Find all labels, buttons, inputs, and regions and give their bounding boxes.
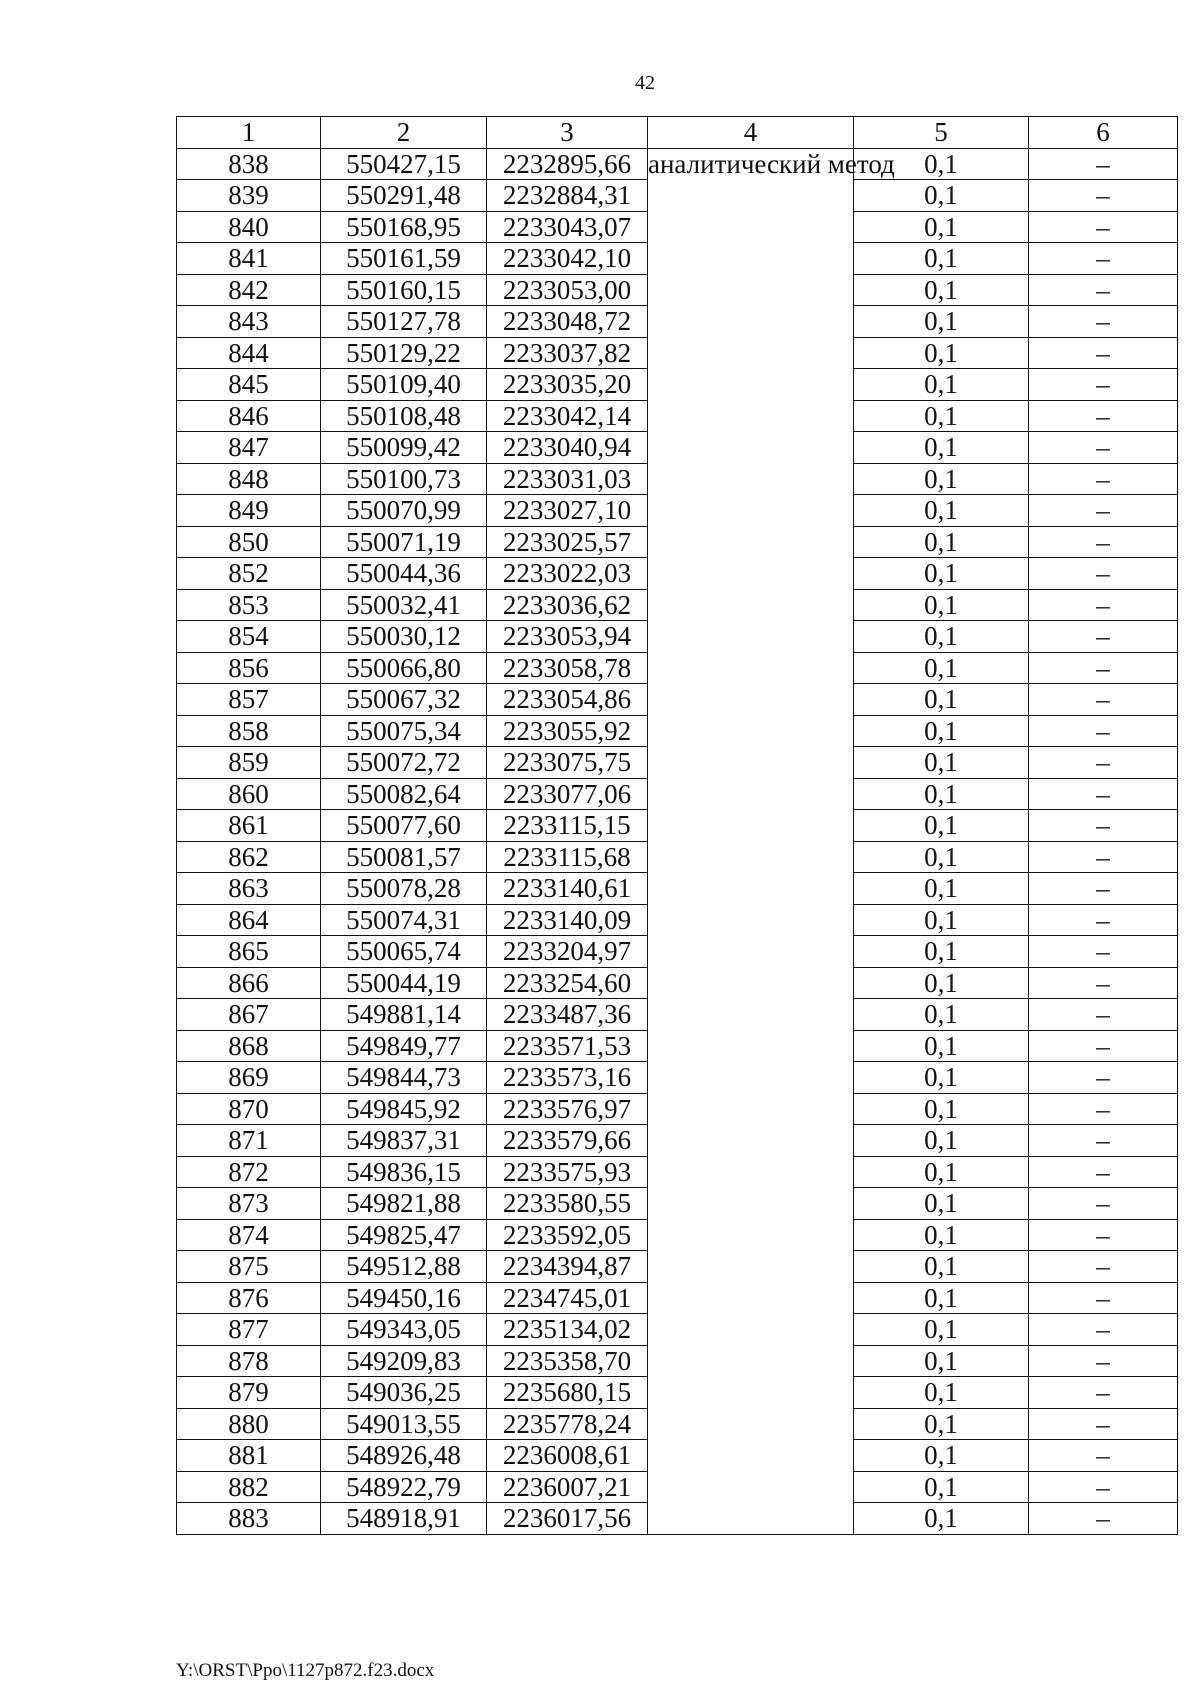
x-coordinate-cell: 550427,15 — [321, 148, 487, 180]
point-number-cell: 870 — [177, 1093, 321, 1125]
note-cell: – — [1029, 400, 1178, 432]
note-cell: – — [1029, 747, 1178, 779]
note-cell: – — [1029, 1282, 1178, 1314]
x-coordinate-cell: 550081,57 — [321, 841, 487, 873]
point-number-cell: 863 — [177, 873, 321, 905]
error-cell: 0,1 — [854, 841, 1029, 873]
table-row — [177, 148, 1178, 180]
point-number-cell: 882 — [177, 1471, 321, 1503]
error-cell: 0,1 — [854, 1219, 1029, 1251]
note-cell: – — [1029, 652, 1178, 684]
x-coordinate-cell: 550074,31 — [321, 904, 487, 936]
y-coordinate-cell: 2233204,97 — [487, 936, 648, 968]
note-cell: – — [1029, 1219, 1178, 1251]
point-number-cell: 883 — [177, 1503, 321, 1535]
note-cell: – — [1029, 684, 1178, 716]
error-cell: 0,1 — [854, 432, 1029, 464]
x-coordinate-cell: 549013,55 — [321, 1408, 487, 1440]
y-coordinate-cell: 2233022,03 — [487, 558, 648, 590]
point-number-cell: 853 — [177, 589, 321, 621]
header-cell-6: 6 — [1029, 117, 1178, 149]
note-cell: – — [1029, 1345, 1178, 1377]
error-cell: 0,1 — [854, 1093, 1029, 1125]
point-number-cell: 880 — [177, 1408, 321, 1440]
y-coordinate-cell: 2233053,94 — [487, 621, 648, 653]
note-cell: – — [1029, 936, 1178, 968]
error-cell: 0,1 — [854, 558, 1029, 590]
error-cell: 0,1 — [854, 1156, 1029, 1188]
note-cell: – — [1029, 495, 1178, 527]
x-coordinate-cell: 550291,48 — [321, 180, 487, 212]
note-cell: – — [1029, 1156, 1178, 1188]
x-coordinate-cell: 550044,36 — [321, 558, 487, 590]
y-coordinate-cell: 2233058,78 — [487, 652, 648, 684]
header-cell-1: 1 — [177, 117, 321, 149]
y-coordinate-cell: 2232895,66 — [487, 148, 648, 180]
y-coordinate-cell: 2233031,03 — [487, 463, 648, 495]
y-coordinate-cell: 2233579,66 — [487, 1125, 648, 1157]
error-cell: 0,1 — [854, 495, 1029, 527]
point-number-cell: 841 — [177, 243, 321, 275]
y-coordinate-cell: 2233575,93 — [487, 1156, 648, 1188]
y-coordinate-cell: 2233043,07 — [487, 211, 648, 243]
x-coordinate-cell: 549836,15 — [321, 1156, 487, 1188]
error-cell: 0,1 — [854, 1030, 1029, 1062]
y-coordinate-cell: 2233053,00 — [487, 274, 648, 306]
x-coordinate-cell: 549343,05 — [321, 1314, 487, 1346]
note-cell: – — [1029, 1503, 1178, 1535]
table-header-row — [177, 117, 1178, 149]
x-coordinate-cell: 550066,80 — [321, 652, 487, 684]
point-number-cell: 844 — [177, 337, 321, 369]
x-coordinate-cell: 549036,25 — [321, 1377, 487, 1409]
point-number-cell: 878 — [177, 1345, 321, 1377]
note-cell: – — [1029, 873, 1178, 905]
note-cell: – — [1029, 1377, 1178, 1409]
y-coordinate-cell: 2234394,87 — [487, 1251, 648, 1283]
point-number-cell: 854 — [177, 621, 321, 653]
error-cell: 0,1 — [854, 999, 1029, 1031]
x-coordinate-cell: 550070,99 — [321, 495, 487, 527]
note-cell: – — [1029, 369, 1178, 401]
error-cell: 0,1 — [854, 810, 1029, 842]
x-coordinate-cell: 550161,59 — [321, 243, 487, 275]
point-number-cell: 881 — [177, 1440, 321, 1472]
x-coordinate-cell: 550030,12 — [321, 621, 487, 653]
x-coordinate-cell: 549844,73 — [321, 1062, 487, 1094]
x-coordinate-cell: 550099,42 — [321, 432, 487, 464]
error-cell: 0,1 — [854, 463, 1029, 495]
y-coordinate-cell: 2233115,15 — [487, 810, 648, 842]
x-coordinate-cell: 550077,60 — [321, 810, 487, 842]
note-cell: – — [1029, 810, 1178, 842]
y-coordinate-cell: 2236008,61 — [487, 1440, 648, 1472]
footer-file-path: Y:\ORST\Ppo\1127p872.f23.docx — [176, 1660, 435, 1681]
header-cell-2: 2 — [321, 117, 487, 149]
point-number-cell: 860 — [177, 778, 321, 810]
error-cell: 0,1 — [854, 306, 1029, 338]
x-coordinate-cell: 550129,22 — [321, 337, 487, 369]
point-number-cell: 846 — [177, 400, 321, 432]
point-number-cell: 858 — [177, 715, 321, 747]
point-number-cell: 839 — [177, 180, 321, 212]
point-number-cell: 845 — [177, 369, 321, 401]
y-coordinate-cell: 2233075,75 — [487, 747, 648, 779]
note-cell: – — [1029, 715, 1178, 747]
error-cell: 0,1 — [854, 904, 1029, 936]
y-coordinate-cell: 2233077,06 — [487, 778, 648, 810]
note-cell: – — [1029, 1251, 1178, 1283]
y-coordinate-cell: 2233580,55 — [487, 1188, 648, 1220]
error-cell: 0,1 — [854, 873, 1029, 905]
y-coordinate-cell: 2232884,31 — [487, 180, 648, 212]
y-coordinate-cell: 2233254,60 — [487, 967, 648, 999]
x-coordinate-cell: 550160,15 — [321, 274, 487, 306]
error-cell: 0,1 — [854, 211, 1029, 243]
y-coordinate-cell: 2233573,16 — [487, 1062, 648, 1094]
error-cell: 0,1 — [854, 967, 1029, 999]
point-number-cell: 842 — [177, 274, 321, 306]
note-cell: – — [1029, 1062, 1178, 1094]
x-coordinate-cell: 550108,48 — [321, 400, 487, 432]
x-coordinate-cell: 550067,32 — [321, 684, 487, 716]
point-number-cell: 840 — [177, 211, 321, 243]
y-coordinate-cell: 2233042,10 — [487, 243, 648, 275]
x-coordinate-cell: 549845,92 — [321, 1093, 487, 1125]
point-number-cell: 867 — [177, 999, 321, 1031]
error-cell: 0,1 — [854, 1377, 1029, 1409]
y-coordinate-cell: 2233035,20 — [487, 369, 648, 401]
x-coordinate-cell: 549849,77 — [321, 1030, 487, 1062]
y-coordinate-cell: 2233037,82 — [487, 337, 648, 369]
point-number-cell: 838 — [177, 148, 321, 180]
y-coordinate-cell: 2233576,97 — [487, 1093, 648, 1125]
x-coordinate-cell: 549825,47 — [321, 1219, 487, 1251]
header-cell-3: 3 — [487, 117, 648, 149]
note-cell: – — [1029, 1471, 1178, 1503]
error-cell: 0,1 — [854, 1062, 1029, 1094]
error-cell: 0,1 — [854, 1314, 1029, 1346]
y-coordinate-cell: 2235134,02 — [487, 1314, 648, 1346]
y-coordinate-cell: 2233042,14 — [487, 400, 648, 432]
point-number-cell: 879 — [177, 1377, 321, 1409]
error-cell: 0,1 — [854, 747, 1029, 779]
y-coordinate-cell: 2233115,68 — [487, 841, 648, 873]
y-coordinate-cell: 2233140,61 — [487, 873, 648, 905]
header-cell-4: 4 — [648, 117, 854, 149]
point-number-cell: 871 — [177, 1125, 321, 1157]
error-cell: 0,1 — [854, 148, 1029, 180]
note-cell: – — [1029, 463, 1178, 495]
note-cell: – — [1029, 211, 1178, 243]
x-coordinate-cell: 550075,34 — [321, 715, 487, 747]
point-number-cell: 874 — [177, 1219, 321, 1251]
y-coordinate-cell: 2233140,09 — [487, 904, 648, 936]
note-cell: – — [1029, 1125, 1178, 1157]
point-number-cell: 859 — [177, 747, 321, 779]
point-number-cell: 875 — [177, 1251, 321, 1283]
error-cell: 0,1 — [854, 936, 1029, 968]
error-cell: 0,1 — [854, 1188, 1029, 1220]
y-coordinate-cell: 2234745,01 — [487, 1282, 648, 1314]
x-coordinate-cell: 549450,16 — [321, 1282, 487, 1314]
x-coordinate-cell: 550078,28 — [321, 873, 487, 905]
error-cell: 0,1 — [854, 337, 1029, 369]
point-number-cell: 849 — [177, 495, 321, 527]
error-cell: 0,1 — [854, 400, 1029, 432]
point-number-cell: 865 — [177, 936, 321, 968]
y-coordinate-cell: 2236007,21 — [487, 1471, 648, 1503]
x-coordinate-cell: 550127,78 — [321, 306, 487, 338]
point-number-cell: 852 — [177, 558, 321, 590]
y-coordinate-cell: 2233027,10 — [487, 495, 648, 527]
error-cell: 0,1 — [854, 589, 1029, 621]
point-number-cell: 864 — [177, 904, 321, 936]
point-number-cell: 869 — [177, 1062, 321, 1094]
error-cell: 0,1 — [854, 526, 1029, 558]
error-cell: 0,1 — [854, 652, 1029, 684]
page-number: 42 — [635, 72, 655, 94]
x-coordinate-cell: 550082,64 — [321, 778, 487, 810]
table-body — [177, 148, 1178, 1534]
error-cell: 0,1 — [854, 369, 1029, 401]
y-coordinate-cell: 2233571,53 — [487, 1030, 648, 1062]
note-cell: – — [1029, 274, 1178, 306]
note-cell: – — [1029, 841, 1178, 873]
x-coordinate-cell: 549821,88 — [321, 1188, 487, 1220]
x-coordinate-cell: 550032,41 — [321, 589, 487, 621]
coordinates-table — [176, 116, 1178, 1535]
point-number-cell: 857 — [177, 684, 321, 716]
error-cell: 0,1 — [854, 715, 1029, 747]
note-cell: – — [1029, 337, 1178, 369]
point-number-cell: 866 — [177, 967, 321, 999]
note-cell: – — [1029, 306, 1178, 338]
point-number-cell: 877 — [177, 1314, 321, 1346]
note-cell: – — [1029, 589, 1178, 621]
note-cell: – — [1029, 904, 1178, 936]
point-number-cell: 876 — [177, 1282, 321, 1314]
note-cell: – — [1029, 558, 1178, 590]
y-coordinate-cell: 2233592,05 — [487, 1219, 648, 1251]
note-cell: – — [1029, 180, 1178, 212]
x-coordinate-cell: 548918,91 — [321, 1503, 487, 1535]
note-cell: – — [1029, 1188, 1178, 1220]
note-cell: – — [1029, 778, 1178, 810]
note-cell: – — [1029, 1093, 1178, 1125]
x-coordinate-cell: 549881,14 — [321, 999, 487, 1031]
error-cell: 0,1 — [854, 180, 1029, 212]
note-cell: – — [1029, 148, 1178, 180]
note-cell: – — [1029, 1030, 1178, 1062]
point-number-cell: 848 — [177, 463, 321, 495]
point-number-cell: 847 — [177, 432, 321, 464]
point-number-cell: 850 — [177, 526, 321, 558]
note-cell: – — [1029, 526, 1178, 558]
x-coordinate-cell: 550100,73 — [321, 463, 487, 495]
error-cell: 0,1 — [854, 621, 1029, 653]
error-cell: 0,1 — [854, 1503, 1029, 1535]
x-coordinate-cell: 550168,95 — [321, 211, 487, 243]
y-coordinate-cell: 2233054,86 — [487, 684, 648, 716]
x-coordinate-cell: 549837,31 — [321, 1125, 487, 1157]
error-cell: 0,1 — [854, 1282, 1029, 1314]
x-coordinate-cell: 548922,79 — [321, 1471, 487, 1503]
y-coordinate-cell: 2236017,56 — [487, 1503, 648, 1535]
error-cell: 0,1 — [854, 243, 1029, 275]
error-cell: 0,1 — [854, 1251, 1029, 1283]
note-cell: – — [1029, 1440, 1178, 1472]
x-coordinate-cell: 550072,72 — [321, 747, 487, 779]
y-coordinate-cell: 2233025,57 — [487, 526, 648, 558]
point-number-cell: 843 — [177, 306, 321, 338]
note-cell: – — [1029, 621, 1178, 653]
error-cell: 0,1 — [854, 1345, 1029, 1377]
header-cell-5: 5 — [854, 117, 1029, 149]
x-coordinate-cell: 550065,74 — [321, 936, 487, 968]
method-cell: аналитический метод — [648, 148, 854, 1534]
y-coordinate-cell: 2233487,36 — [487, 999, 648, 1031]
error-cell: 0,1 — [854, 778, 1029, 810]
error-cell: 0,1 — [854, 1408, 1029, 1440]
x-coordinate-cell: 549209,83 — [321, 1345, 487, 1377]
point-number-cell: 862 — [177, 841, 321, 873]
note-cell: – — [1029, 1408, 1178, 1440]
y-coordinate-cell: 2235778,24 — [487, 1408, 648, 1440]
point-number-cell: 873 — [177, 1188, 321, 1220]
x-coordinate-cell: 550044,19 — [321, 967, 487, 999]
note-cell: – — [1029, 243, 1178, 275]
y-coordinate-cell: 2233040,94 — [487, 432, 648, 464]
point-number-cell: 872 — [177, 1156, 321, 1188]
error-cell: 0,1 — [854, 684, 1029, 716]
note-cell: – — [1029, 999, 1178, 1031]
error-cell: 0,1 — [854, 1440, 1029, 1472]
y-coordinate-cell: 2233055,92 — [487, 715, 648, 747]
y-coordinate-cell: 2233048,72 — [487, 306, 648, 338]
point-number-cell: 868 — [177, 1030, 321, 1062]
note-cell: – — [1029, 967, 1178, 999]
y-coordinate-cell: 2235358,70 — [487, 1345, 648, 1377]
point-number-cell: 861 — [177, 810, 321, 842]
x-coordinate-cell: 550071,19 — [321, 526, 487, 558]
error-cell: 0,1 — [854, 1125, 1029, 1157]
note-cell: – — [1029, 432, 1178, 464]
x-coordinate-cell: 550109,40 — [321, 369, 487, 401]
error-cell: 0,1 — [854, 274, 1029, 306]
error-cell: 0,1 — [854, 1471, 1029, 1503]
x-coordinate-cell: 548926,48 — [321, 1440, 487, 1472]
y-coordinate-cell: 2235680,15 — [487, 1377, 648, 1409]
note-cell: – — [1029, 1314, 1178, 1346]
x-coordinate-cell: 549512,88 — [321, 1251, 487, 1283]
point-number-cell: 856 — [177, 652, 321, 684]
y-coordinate-cell: 2233036,62 — [487, 589, 648, 621]
